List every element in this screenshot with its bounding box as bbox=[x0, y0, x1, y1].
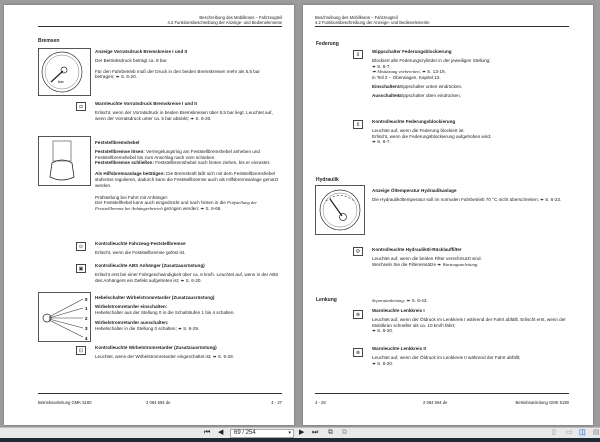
subheading: Wirbelstromretarder ausschalten: bbox=[95, 320, 169, 326]
right-page bbox=[303, 5, 593, 425]
block-abs bbox=[95, 263, 280, 283]
block-retarder-lever bbox=[95, 295, 280, 332]
label: Ausschalten: bbox=[372, 92, 401, 98]
page-header bbox=[315, 15, 430, 25]
block-title: Warnleuchte Lenkkreis I bbox=[372, 308, 425, 313]
text: ➠ S. 6-20. bbox=[372, 328, 394, 334]
text: Erlischt, wenn der Vorratsdruck in beiden Bremskreisen über 5,5 bar liegt. Leuchtet auf, wenn der Vorratsdruck unter ca. 5 bar absinkt; ➠ S. 6-20. bbox=[95, 109, 273, 121]
section-title: Federung bbox=[316, 41, 339, 47]
abs-trailer-icon: ▣ bbox=[76, 264, 86, 273]
subheading: Wirbelstromretarder einschalten: bbox=[95, 303, 168, 309]
block-title: Kontrolleuchte Wirbelstromretarder (Zusatzausrüstung) bbox=[95, 345, 217, 350]
block-supply-pressure bbox=[95, 49, 280, 80]
text: Prüfstellung bei Fahrt mit Anhänger: bbox=[95, 194, 169, 200]
copy-icon[interactable]: ⧉ bbox=[328, 429, 333, 436]
paste-icon[interactable]: ⧉ bbox=[342, 429, 347, 436]
continuous-view-icon[interactable]: ▭ bbox=[566, 429, 573, 436]
text: Erlischt erst bei einer Fahrgeschwindigkeit über ca. 6 km/h. Leuchtet auf, wenn in der ABS des Anhängers ein Defekt aufgetreten ist; ➠ S. 6-20. bbox=[95, 271, 279, 283]
page-number-input[interactable] bbox=[230, 429, 294, 438]
svg-text:bar: bar bbox=[58, 79, 64, 84]
retarder-lever-image bbox=[38, 292, 91, 342]
block-title: Hebelschalter Wirbelstromretarder (Zusatzausrüstung) bbox=[95, 295, 215, 300]
parking-brake-lever-image bbox=[38, 136, 91, 186]
text: in Teil 2 – Oberwagen, Kapitel 13. bbox=[372, 75, 441, 81]
steering-warning-icon: ⊗ bbox=[353, 348, 363, 357]
footer-right: Betriebsanleitung GMK 5180 bbox=[515, 400, 569, 405]
text: Leuchtet auf, wenn der Öldruck im Lenkkreis I während der Fahrt abfällt. Erlischt erst, wenn der Mobilkran schneller als ca. 10 km/h fährt; bbox=[372, 316, 566, 328]
block-title: Anzeige Vorratsdruck Bremskreise I und II bbox=[95, 49, 188, 54]
footer-center: 2 084 594 de bbox=[423, 400, 448, 405]
last-page-button[interactable]: ⏭ bbox=[312, 429, 319, 436]
section-title: Bremsen bbox=[38, 38, 60, 44]
block-title: Warnleuchte Lenkkreis II bbox=[372, 346, 426, 351]
block-steering-1 bbox=[372, 308, 567, 334]
page-number: 4 - 28 bbox=[315, 400, 326, 405]
page-number: 4 - 27 bbox=[271, 400, 282, 405]
suspension-light-icon: ⊻ bbox=[353, 120, 363, 129]
block-title: Kontrolleuchte Fahrzeug-Feststellbremse bbox=[95, 241, 186, 246]
text: ➠ S. 6-20. bbox=[372, 360, 394, 366]
divider bbox=[315, 393, 569, 394]
viewer-toolbar bbox=[0, 427, 600, 438]
block-retarder-light bbox=[95, 345, 255, 360]
text: Erlischt, wenn die Federungsblockierung aufgehoben wird; bbox=[372, 133, 492, 139]
block-brake-warning bbox=[95, 101, 280, 121]
block-suspension-switch bbox=[372, 49, 562, 99]
text: ; ➠ S. 13-19, bbox=[419, 69, 446, 75]
text: Hebelschalter aus der Stellung 0 in die Schaltstufen 1 bis 4 schalten. bbox=[95, 309, 235, 315]
block-suspension-light bbox=[372, 119, 562, 145]
chevron-down-icon[interactable]: ▾ bbox=[288, 430, 291, 436]
text: ➠ S. 6-7. bbox=[372, 139, 391, 145]
text: Blockiert alle Federungszylinder in der jeweiligen Stellung; bbox=[372, 57, 491, 63]
text: Die Hydrauliköltemperatur soll im normalen Fahrbetrieb 70 °C nicht überschreiten; ➠ S. 6-23. bbox=[372, 196, 562, 202]
position-label: 1 bbox=[85, 306, 88, 311]
two-page-continuous-icon[interactable]: ▤ bbox=[593, 429, 600, 436]
divider bbox=[38, 26, 282, 27]
two-page-view-icon[interactable]: ◫ bbox=[579, 429, 586, 436]
text: Der Betriebsdruck beträgt ca. 8 bar. bbox=[95, 57, 168, 63]
header-line: Beschreibung des Mobilkrans – Fahrzeugteil bbox=[315, 15, 398, 20]
footer-left: Betriebsanleitung GMK 5180 bbox=[38, 400, 92, 405]
text: gezogen werden; ➠ S. 6-66. bbox=[162, 206, 222, 212]
text: Hebelschalter in die Stellung 0 schalten; ➠ S. 6-29. bbox=[95, 326, 200, 332]
retarder-light-icon: ⊡ bbox=[76, 346, 86, 355]
label: Als Hilfsbremsanlage betätigen: bbox=[95, 171, 165, 177]
text: Wippschalter unten eindrücken. bbox=[398, 83, 463, 89]
text: Die Bremskraft läßt sich mit dem Feststellbremshebel stufenlos regulieren, dadurch kann die Feststellbremse auch als Hilfsbremsanlage genutzt werden. bbox=[95, 171, 279, 188]
block-title: Warnleuchte Vorratsdruck Bremskreise I und II bbox=[95, 101, 197, 106]
block-parking-brake bbox=[95, 140, 280, 212]
header-line: 4.2 Funktionsbeschreibung der Anzeige- und Bedienelemente bbox=[315, 20, 430, 26]
divider bbox=[38, 393, 282, 394]
block-title: Kontrolleuchte Federungsblockierung bbox=[372, 119, 456, 124]
block-title: Kontrolleuchte Hydrauliköl-Rücklauffilter bbox=[372, 247, 462, 252]
text: Leuchtet, wenn der Wirbelstromretarder eingeschaltet ist; ➠ S. 6-29. bbox=[95, 353, 234, 359]
previous-page-button[interactable]: ◀ bbox=[218, 429, 224, 436]
block-title: Kontrolleuchte ABS Anhänger (Zusatzausrüstung) bbox=[95, 263, 205, 268]
text: Für den Fahrbetrieb muß der Druck in den beiden Bremskreisen mehr als 5,5 bar betragen; ➠ S. 6-20. bbox=[95, 68, 260, 80]
block-title: Anzeige Öltemperatur Hydraulikanlage bbox=[372, 188, 457, 193]
header-line: Beschreibung des Mobilkrans – Fahrzeugteil bbox=[199, 15, 282, 20]
link-text[interactable]: ➠ Abstützung vorbereiten bbox=[372, 69, 420, 75]
text: Wippschalter oben eindrücken. bbox=[398, 92, 462, 98]
hydraulic-filter-icon: Φ bbox=[353, 247, 363, 256]
brake-warning-icon: ◘ bbox=[76, 102, 86, 111]
label: Einschalten: bbox=[372, 83, 400, 89]
label: Feststellbremse lösen: bbox=[95, 148, 145, 154]
left-page bbox=[4, 5, 294, 425]
position-label: 0 bbox=[85, 297, 88, 302]
steering-warning-icon: ⊗ bbox=[353, 310, 363, 319]
block-filter-light bbox=[372, 247, 567, 267]
first-page-button[interactable]: ⏮ bbox=[204, 429, 211, 436]
footer-center: 2 084 594 de bbox=[146, 400, 171, 405]
text: ➠ S. 6-7, bbox=[372, 63, 391, 69]
text: Leuchtet auf, wenn der Öldruck im Lenkkreis II während der Fahrt abfällt; bbox=[372, 354, 521, 360]
parking-brake-light-icon: ⊙ bbox=[76, 242, 86, 251]
section-title: Hydraulik bbox=[316, 177, 339, 183]
link-text[interactable]: Separatanleitung; bbox=[372, 298, 406, 303]
suspension-switch-icon: ⊻ bbox=[353, 50, 363, 59]
section-title: Lenkung bbox=[316, 297, 337, 303]
page-header bbox=[167, 15, 282, 25]
divider bbox=[315, 26, 569, 27]
text: Feststellbremshebel nach hinten ziehen, bis er einrastet. bbox=[153, 160, 271, 166]
text: Verriegelungsring am Feststellbremshebel anheben und Feststellbremshebel bis zum Anschlag nach vorn schieben. bbox=[95, 148, 260, 160]
text: Erlischt, wenn die Feststellbremse gelöst ist. bbox=[95, 249, 186, 255]
position-label: 2 bbox=[85, 316, 88, 321]
block-title: Feststellbremshebel bbox=[95, 140, 140, 145]
position-label: 4 bbox=[85, 336, 88, 341]
text: Leuchtet auf, wenn die Federung blockiert ist. bbox=[372, 127, 465, 133]
text: Der Feststellhebel kann auch eingedrückt und nach hinten in die bbox=[95, 200, 228, 206]
pressure-gauge-image bbox=[38, 48, 91, 96]
link-text[interactable]: Prüfstellung der Feststellbremse bei Anhängerbetrieb bbox=[95, 200, 258, 212]
block-steering-2 bbox=[372, 346, 567, 366]
header-line: 4.2 Funktionsbeschreibung der Anzeige- und Bedienelemente bbox=[167, 20, 282, 26]
text: Leuchtet auf, wenn die beiden Filter verschmutzt sind. bbox=[372, 255, 482, 261]
oil-temperature-gauge-image bbox=[315, 185, 365, 235]
page-value: 69 / 254 bbox=[234, 430, 256, 436]
block-parking-light bbox=[95, 241, 280, 256]
text: ➠ S. 6-43. bbox=[405, 298, 428, 303]
text: Wechseln Sie die Filtereinsätze ➠ bbox=[372, 261, 443, 267]
separate-manual-ref bbox=[372, 298, 428, 304]
next-page-button[interactable]: ▶ bbox=[299, 429, 305, 436]
label: Feststellbremse schließen: bbox=[95, 160, 154, 166]
taskbar bbox=[0, 438, 600, 442]
single-page-view-icon[interactable]: ▯ bbox=[552, 429, 556, 436]
block-oil-temp bbox=[372, 188, 567, 203]
position-label: 3 bbox=[85, 326, 88, 331]
block-title: Wippschalter Federungsblockierung bbox=[372, 49, 452, 54]
link-text[interactable]: Wartungsanleitung. bbox=[442, 261, 479, 267]
